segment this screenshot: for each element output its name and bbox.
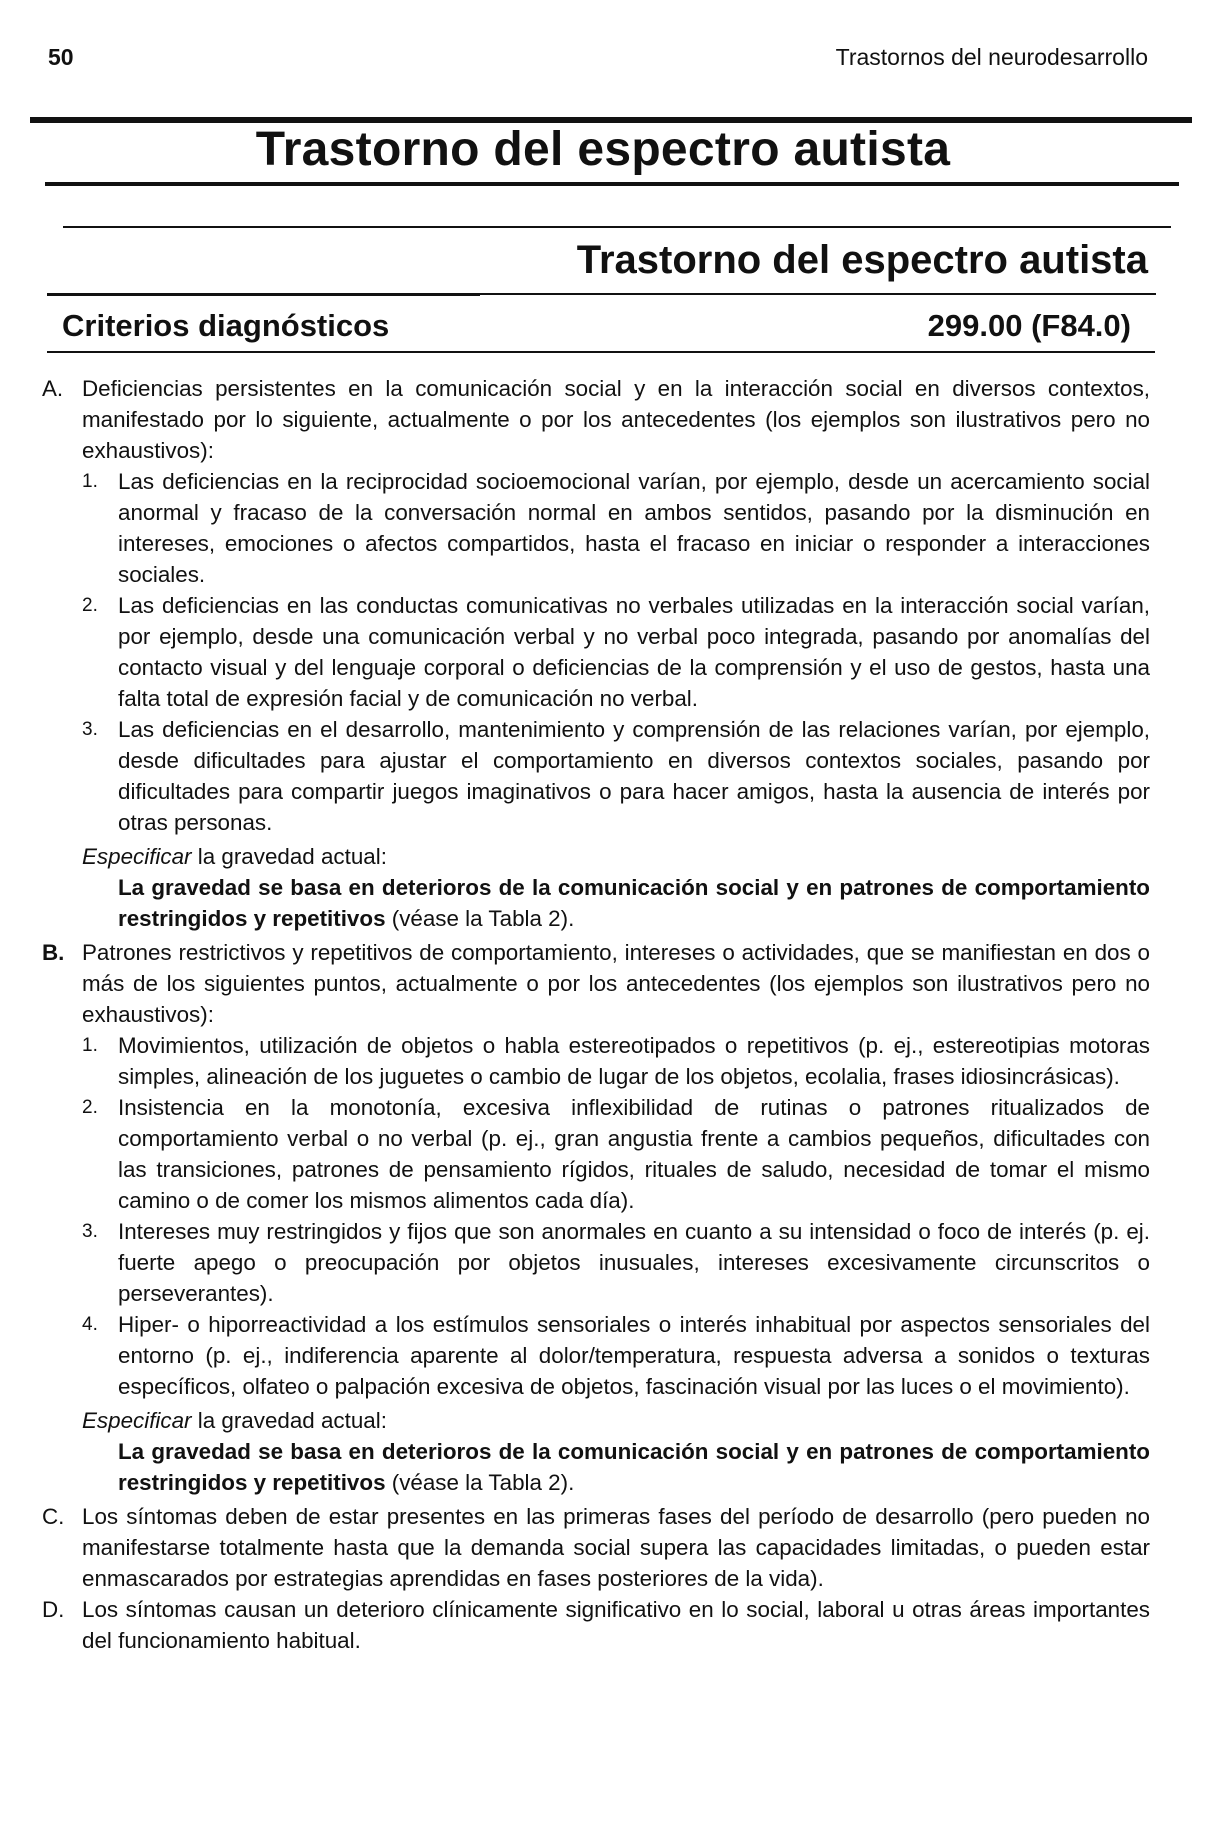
list-item bbox=[42, 466, 1150, 590]
item-number: 1. bbox=[82, 471, 98, 492]
divider bbox=[47, 293, 480, 296]
item-number: 3. bbox=[82, 1221, 98, 1242]
item-number: 2. bbox=[82, 595, 98, 616]
criterion-label: C. bbox=[42, 1504, 65, 1529]
item-number: 1. bbox=[82, 1035, 98, 1056]
severity-ref: (véase la Tabla 2). bbox=[385, 906, 575, 931]
item-text: Hiper- o hiporreactividad a los estímulos sensoriales o interés inhabitual por aspectos sensoriales del entorno (p. ej., indiferencia aparente al dolor/temperatura, respuesta adversa a sonidos o texturas específicos, olfateo o palpación excesiva de objetos, fascinación visual por las luces o el movimiento). bbox=[118, 1312, 1150, 1399]
criterion-a bbox=[42, 373, 1150, 466]
severity-bold: La gravedad se basa en deterioros de la comunicación social y en patrones de comportamiento restringidos y repetitivos bbox=[118, 1439, 1150, 1495]
criterion-label: B. bbox=[42, 940, 65, 965]
severity-note bbox=[42, 1436, 1150, 1498]
item-text: Las deficiencias en la reciprocidad socioemocional varían, por ejemplo, desde un acercamiento social anormal y fracaso de la conversación normal en ambos sentidos, pasando por la disminución en intereses, emociones o afectos compartidos, hasta el fracaso en iniciar o responder a interacciones sociales. bbox=[118, 469, 1150, 587]
list-item bbox=[42, 1216, 1150, 1309]
criteria-heading: Criterios diagnósticos bbox=[62, 308, 390, 343]
specify-text: la gravedad actual: bbox=[191, 844, 387, 869]
severity-note bbox=[42, 872, 1150, 934]
list-item bbox=[42, 1092, 1150, 1216]
divider bbox=[45, 182, 1179, 186]
severity-ref: (véase la Tabla 2). bbox=[385, 1470, 575, 1495]
diagnostic-code: 299.00 (F84.0) bbox=[927, 308, 1131, 343]
criterion-label: A. bbox=[42, 376, 64, 401]
criterion-c bbox=[42, 1501, 1150, 1594]
severity-bold: La gravedad se basa en deterioros de la comunicación social y en patrones de comportamiento restringidos y repetitivos bbox=[118, 875, 1150, 931]
item-text: Intereses muy restringidos y fijos que son anormales en cuanto a su intensidad o foco de interés (p. ej. fuerte apego o preocupación por objetos inusuales, intereses excesivamente circunscritos o perseverantes). bbox=[118, 1219, 1150, 1306]
section-title: Trastorno del espectro autista bbox=[576, 238, 1148, 282]
item-text: Insistencia en la monotonía, excesiva inflexibilidad de rutinas o patrones ritualizados de comportamiento verbal o no verbal (p. ej., gran angustia frente a cambios pequeños, dificultades con las transiciones, patrones de pensamiento rígidos, rituales de saludo, necesidad de tomar el mismo camino o de comer los mismos alimentos cada día). bbox=[118, 1095, 1150, 1213]
specify-keyword: Especificar bbox=[82, 844, 192, 869]
criterion-text: Los síntomas deben de estar presentes en las primeras fases del período de desarrollo (pero pueden no manifestarse totalmente hasta que la demanda social supera las capacidades limitadas, o pueden estar enmascarados por estrategias aprendidas en fases posteriores de la vida). bbox=[82, 1504, 1150, 1591]
criterion-b bbox=[42, 937, 1150, 1030]
item-text: Las deficiencias en las conductas comunicativas no verbales utilizadas en la interacción social varían, por ejemplo, desde una comunicación verbal y no verbal poco integrada, pasando por anomalías del contacto visual y del lenguaje corporal o deficiencias de la comprensión y el uso de gestos, hasta una falta total de expresión facial y de comunicación no verbal. bbox=[118, 593, 1150, 711]
item-number: 4. bbox=[82, 1314, 98, 1335]
running-title: Trastornos del neurodesarrollo bbox=[835, 44, 1148, 70]
specify-keyword: Especificar bbox=[82, 1408, 192, 1433]
list-item bbox=[42, 1030, 1150, 1092]
item-number: 3. bbox=[82, 719, 98, 740]
item-text: Las deficiencias en el desarrollo, mantenimiento y comprensión de las relaciones varían, por ejemplo, desde dificultades para ajustar el comportamiento en diversos contextos sociales, pasando por dificultades para compartir juegos imaginativos o para hacer amigos, hasta la ausencia de interés por otras personas. bbox=[118, 717, 1150, 835]
page-number: 50 bbox=[48, 44, 74, 70]
divider bbox=[480, 293, 1156, 295]
criterion-text: Los síntomas causan un deterioro clínicamente significativo en lo social, laboral u otras áreas importantes del funcionamiento habitual. bbox=[82, 1597, 1150, 1653]
specify-line bbox=[42, 841, 1150, 872]
criterion-text: Deficiencias persistentes en la comunicación social y en la interacción social en diversos contextos, manifestado por lo siguiente, actualmente o por los antecedentes (los ejemplos son ilustrativos pero no exhaustivos): bbox=[82, 376, 1150, 463]
criterion-label: D. bbox=[42, 1597, 65, 1622]
specify-text: la gravedad actual: bbox=[191, 1408, 387, 1433]
divider bbox=[47, 351, 1155, 353]
list-item bbox=[42, 590, 1150, 714]
criteria-body bbox=[42, 373, 1150, 1656]
item-text: Movimientos, utilización de objetos o habla estereotipados o repetitivos (p. ej., estereotipias motoras simples, alineación de los juguetes o cambio de lugar de los objetos, ecolalia, frases idiosincrásicas). bbox=[118, 1033, 1150, 1089]
list-item bbox=[42, 1309, 1150, 1402]
page-title: Trastorno del espectro autista bbox=[255, 123, 951, 176]
item-number: 2. bbox=[82, 1097, 98, 1118]
specify-line bbox=[42, 1405, 1150, 1436]
divider bbox=[63, 226, 1171, 228]
list-item bbox=[42, 714, 1150, 838]
criterion-text: Patrones restrictivos y repetitivos de comportamiento, intereses o actividades, que se manifiestan en dos o más de los siguientes puntos, actualmente o por los antecedentes (los ejemplos son ilustrativos pero no exhaustivos): bbox=[82, 940, 1150, 1027]
criterion-d bbox=[42, 1594, 1150, 1656]
